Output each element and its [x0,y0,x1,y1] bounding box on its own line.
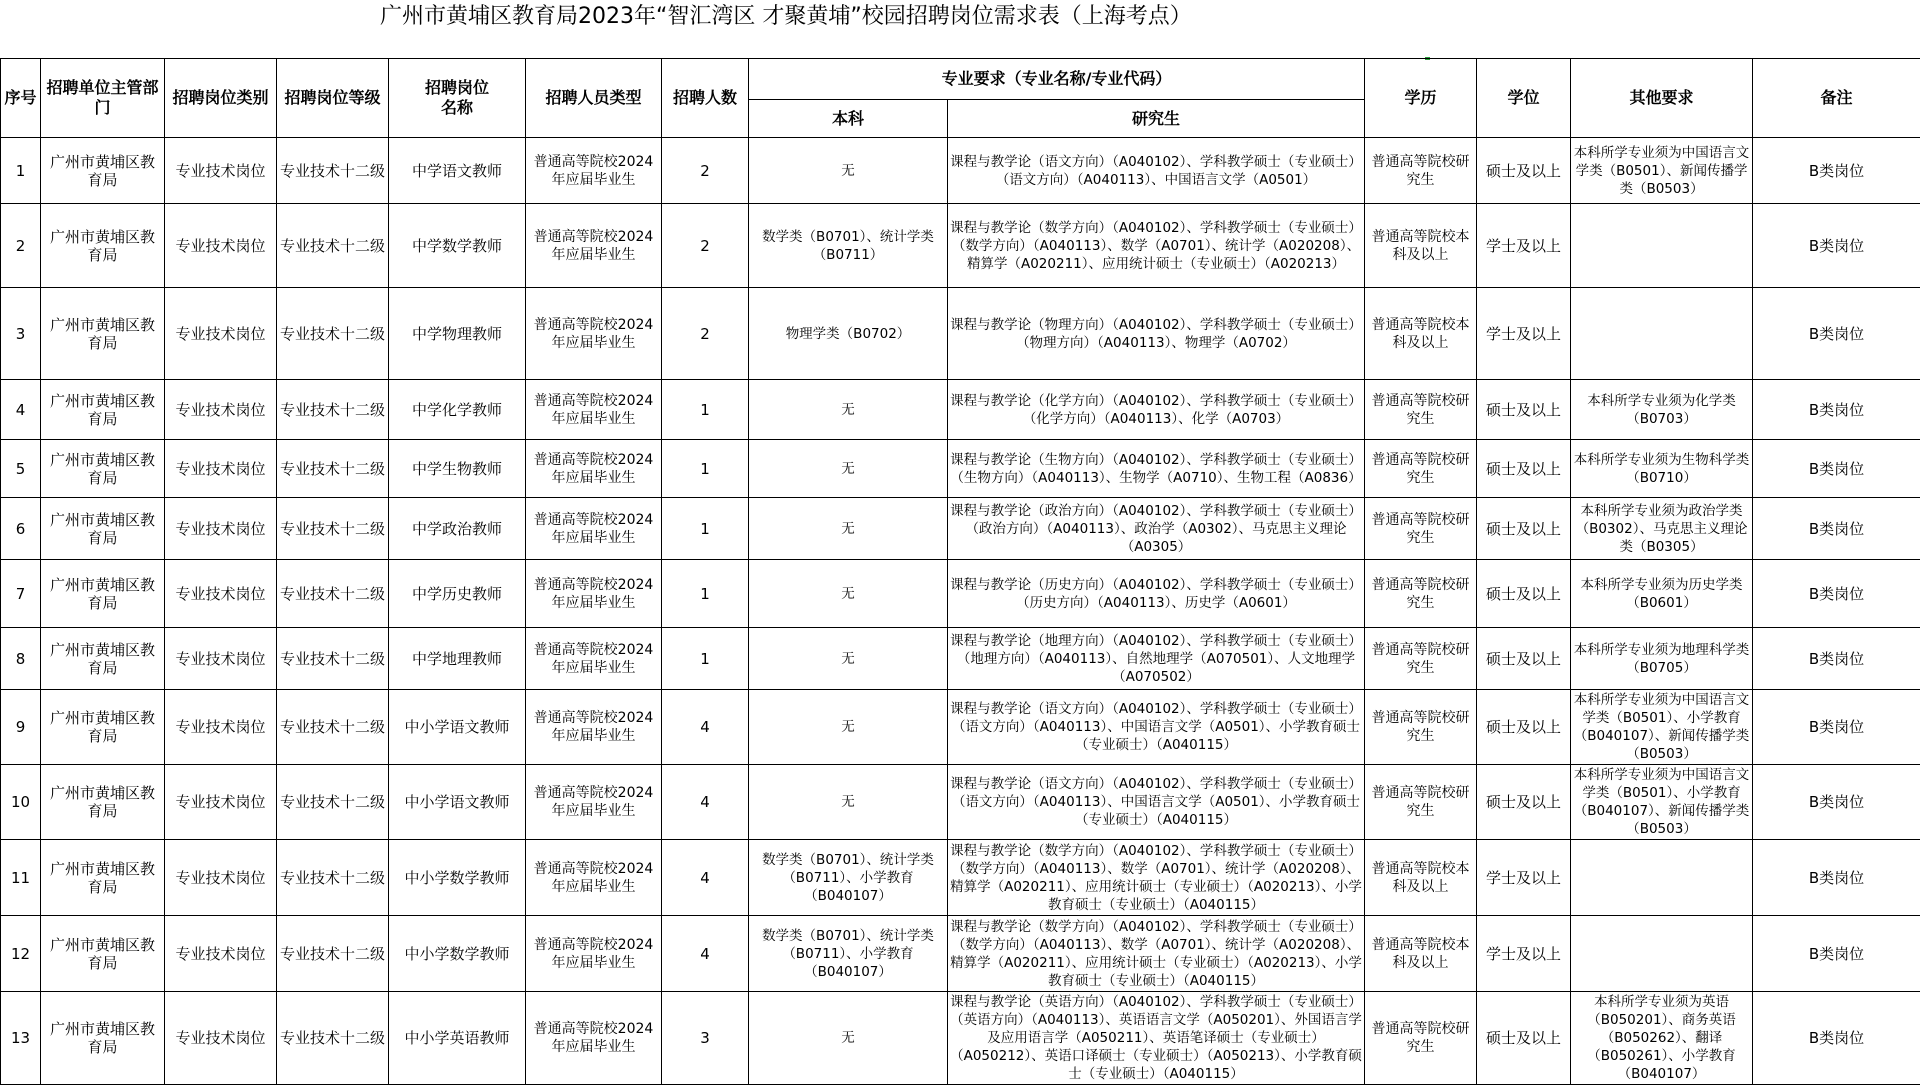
cell-education: 普通高等院校研究生 [1365,690,1477,765]
cell-dept: 广州市黄埔区教育局 [41,916,165,992]
cell-education: 普通高等院校研究生 [1365,138,1477,204]
cell-count: 1 [662,380,749,440]
cell-candidate: 普通高等院校2024年应届毕业生 [526,440,662,498]
header-other: 其他要求 [1571,59,1753,138]
table-row [1,992,1920,1085]
header-undergrad: 本科 [749,100,948,138]
cell-remark: B类岗位 [1753,204,1920,288]
cell-degree: 硕士及以上 [1477,765,1571,840]
table-row [1,288,1920,380]
page-title: 广州市黄埔区教育局2023年“智汇湾区 才聚黄埔”校园招聘岗位需求表（上海考点） [380,2,1192,32]
cell-seq: 7 [1,560,41,628]
cell-dept: 广州市黄埔区教育局 [41,380,165,440]
cell-level: 专业技术十二级 [277,380,389,440]
cell-category: 专业技术岗位 [165,840,277,916]
cell-category: 专业技术岗位 [165,380,277,440]
cell-degree: 学士及以上 [1477,916,1571,992]
cell-category: 专业技术岗位 [165,690,277,765]
table-row [1,840,1920,916]
cell-count: 4 [662,916,749,992]
cell-other: 本科所学专业须为政治学类（B0302）、马克思主义理论类（B0305） [1571,498,1753,560]
cell-other: 本科所学专业须为化学类（B0703） [1571,380,1753,440]
cell-position: 中学化学教师 [389,380,526,440]
cell-education: 普通高等院校研究生 [1365,628,1477,690]
cell-category: 专业技术岗位 [165,440,277,498]
cell-level: 专业技术十二级 [277,690,389,765]
cell-undergrad: 数学类（B0701）、统计学类（B0711） [749,204,948,288]
cell-seq: 8 [1,628,41,690]
cell-dept: 广州市黄埔区教育局 [41,498,165,560]
header-graduate: 研究生 [948,100,1365,138]
cell-position: 中学地理教师 [389,628,526,690]
cell-category: 专业技术岗位 [165,560,277,628]
cell-education: 普通高等院校本科及以上 [1365,204,1477,288]
cell-undergrad: 无 [749,138,948,204]
cell-education: 普通高等院校本科及以上 [1365,840,1477,916]
cell-seq: 11 [1,840,41,916]
cell-candidate: 普通高等院校2024年应届毕业生 [526,560,662,628]
cell-other [1571,916,1753,992]
cell-remark: B类岗位 [1753,840,1920,916]
cell-undergrad: 无 [749,380,948,440]
cell-seq: 5 [1,440,41,498]
table-row [1,628,1920,690]
cell-count: 1 [662,498,749,560]
cell-candidate: 普通高等院校2024年应届毕业生 [526,138,662,204]
cell-count: 2 [662,288,749,380]
cell-degree: 硕士及以上 [1477,628,1571,690]
cell-category: 专业技术岗位 [165,498,277,560]
header-degree: 学位 [1477,59,1571,138]
header-level: 招聘岗位等级 [277,59,389,138]
cell-undergrad: 无 [749,628,948,690]
cell-count: 4 [662,690,749,765]
cell-position: 中小学语文教师 [389,690,526,765]
cell-seq: 12 [1,916,41,992]
cell-dept: 广州市黄埔区教育局 [41,204,165,288]
cell-candidate: 普通高等院校2024年应届毕业生 [526,690,662,765]
cell-other [1571,204,1753,288]
cell-graduate: 课程与教学论（数学方向）（A040102）、学科教学硕士（专业硕士）（数学方向）（A040113）、数学（A0701）、统计学（A020208）、精算学（A020211）、应用统计硕士（专业硕士）（A020213） [948,204,1365,288]
cell-remark: B类岗位 [1753,560,1920,628]
header-major: 专业要求（专业名称/专业代码） [749,59,1365,100]
cell-graduate: 课程与教学论（物理方向）（A040102）、学科教学硕士（专业硕士）（物理方向）（A040113）、物理学（A0702） [948,288,1365,380]
cell-level: 专业技术十二级 [277,204,389,288]
cell-education: 普通高等院校研究生 [1365,765,1477,840]
cell-category: 专业技术岗位 [165,138,277,204]
cell-category: 专业技术岗位 [165,288,277,380]
cell-undergrad: 无 [749,560,948,628]
cell-category: 专业技术岗位 [165,204,277,288]
cell-education: 普通高等院校本科及以上 [1365,288,1477,380]
table-row [1,560,1920,628]
cell-seq: 3 [1,288,41,380]
cell-education: 普通高等院校研究生 [1365,380,1477,440]
cell-level: 专业技术十二级 [277,288,389,380]
cell-level: 专业技术十二级 [277,840,389,916]
cell-graduate: 课程与教学论（化学方向）（A040102）、学科教学硕士（专业硕士）（化学方向）（A040113）、化学（A0703） [948,380,1365,440]
cell-graduate: 课程与教学论（语文方向）（A040102）、学科教学硕士（专业硕士）（语文方向）（A040113）、中国语言文学（A0501）、小学教育硕士（专业硕士）（A040115） [948,690,1365,765]
header-education: 学历 [1365,59,1477,138]
cell-remark: B类岗位 [1753,690,1920,765]
cell-undergrad: 无 [749,992,948,1085]
cell-candidate: 普通高等院校2024年应届毕业生 [526,916,662,992]
cell-level: 专业技术十二级 [277,628,389,690]
cell-candidate: 普通高等院校2024年应届毕业生 [526,288,662,380]
cell-level: 专业技术十二级 [277,138,389,204]
cell-education: 普通高等院校本科及以上 [1365,916,1477,992]
cell-graduate: 课程与教学论（数学方向）（A040102）、学科教学硕士（专业硕士）（数学方向）（A040113）、数学（A0701）、统计学（A020208）、精算学（A020211）、应用统计硕士（专业硕士）（A020213）、小学教育硕士（专业硕士）（A040115） [948,840,1365,916]
recruitment-table [0,58,1920,1085]
cell-seq: 6 [1,498,41,560]
cell-degree: 硕士及以上 [1477,992,1571,1085]
cell-undergrad: 数学类（B0701）、统计学类（B0711）、小学教育（B040107） [749,840,948,916]
cell-position: 中学物理教师 [389,288,526,380]
cell-degree: 硕士及以上 [1477,380,1571,440]
cell-degree: 学士及以上 [1477,204,1571,288]
cell-graduate: 课程与教学论（语文方向）（A040102）、学科教学硕士（专业硕士）（语文方向）（A040113）、中国语言文学（A0501）、小学教育硕士（专业硕士）（A040115） [948,765,1365,840]
cell-graduate: 课程与教学论（语文方向）（A040102）、学科教学硕士（专业硕士）（语文方向）（A040113）、中国语言文学（A0501） [948,138,1365,204]
cell-level: 专业技术十二级 [277,765,389,840]
cell-graduate: 课程与教学论（生物方向）（A040102）、学科教学硕士（专业硕士）（生物方向）（A040113）、生物学（A0710）、生物工程（A0836） [948,440,1365,498]
cell-undergrad: 无 [749,765,948,840]
cell-count: 2 [662,138,749,204]
cell-undergrad: 无 [749,498,948,560]
cell-dept: 广州市黄埔区教育局 [41,765,165,840]
header-position-text: 招聘岗位名称 [422,78,492,118]
cell-count: 4 [662,840,749,916]
cell-count: 4 [662,765,749,840]
cell-category: 专业技术岗位 [165,628,277,690]
cell-level: 专业技术十二级 [277,498,389,560]
cell-seq: 9 [1,690,41,765]
cell-dept: 广州市黄埔区教育局 [41,440,165,498]
cell-dept: 广州市黄埔区教育局 [41,992,165,1085]
cell-other [1571,288,1753,380]
cell-remark: B类岗位 [1753,498,1920,560]
cell-remark: B类岗位 [1753,288,1920,380]
cell-candidate: 普通高等院校2024年应届毕业生 [526,380,662,440]
cell-dept: 广州市黄埔区教育局 [41,840,165,916]
cell-degree: 硕士及以上 [1477,440,1571,498]
cell-graduate: 课程与教学论（数学方向）（A040102）、学科教学硕士（专业硕士）（数学方向）（A040113）、数学（A0701）、统计学（A020208）、精算学（A020211）、应用统计硕士（专业硕士）（A020213）、小学教育硕士（专业硕士）（A040115） [948,916,1365,992]
cell-position: 中小学语文教师 [389,765,526,840]
cell-position: 中小学数学教师 [389,916,526,992]
cell-level: 专业技术十二级 [277,560,389,628]
cell-graduate: 课程与教学论（历史方向）（A040102）、学科教学硕士（专业硕士）（历史方向）（A040113）、历史学（A0601） [948,560,1365,628]
cell-other: 本科所学专业须为中国语言文学类（B0501）、新闻传播学类（B0503） [1571,138,1753,204]
cell-count: 1 [662,560,749,628]
cell-degree: 硕士及以上 [1477,498,1571,560]
header-position [389,59,526,138]
header-category: 招聘岗位类别 [165,59,277,138]
cell-seq: 10 [1,765,41,840]
cell-other: 本科所学专业须为生物科学类（B0710） [1571,440,1753,498]
cell-undergrad: 无 [749,690,948,765]
table-row [1,440,1920,498]
cell-other: 本科所学专业须为地理科学类（B0705） [1571,628,1753,690]
cell-count: 2 [662,204,749,288]
cell-position: 中学政治教师 [389,498,526,560]
cell-candidate: 普通高等院校2024年应届毕业生 [526,992,662,1085]
table-row [1,916,1920,992]
cell-position: 中学语文教师 [389,138,526,204]
cell-dept: 广州市黄埔区教育局 [41,690,165,765]
header-count: 招聘人数 [662,59,749,138]
cell-candidate: 普通高等院校2024年应届毕业生 [526,204,662,288]
cell-remark: B类岗位 [1753,138,1920,204]
cell-graduate: 课程与教学论（英语方向）（A040102）、学科教学硕士（专业硕士）（英语方向）（A040113）、英语语言文学（A050201）、外国语言学及应用语言学（A050211）、英语笔译硕士（专业硕士）（A050212）、英语口译硕士（专业硕士）（A050213）、小学教育硕士（专业硕士）（A040115） [948,992,1365,1085]
cell-undergrad: 物理学类（B0702） [749,288,948,380]
table-row [1,204,1920,288]
cell-education: 普通高等院校研究生 [1365,498,1477,560]
table-body [1,138,1920,1085]
table-row [1,498,1920,560]
cell-position: 中小学数学教师 [389,840,526,916]
cell-other: 本科所学专业须为中国语言文学类（B0501）、小学教育（B040107）、新闻传播学类（B0503） [1571,690,1753,765]
cell-seq: 1 [1,138,41,204]
cell-position: 中学数学教师 [389,204,526,288]
table-row [1,380,1920,440]
cell-remark: B类岗位 [1753,628,1920,690]
cell-position: 中小学英语教师 [389,992,526,1085]
cell-education: 普通高等院校研究生 [1365,560,1477,628]
cell-dept: 广州市黄埔区教育局 [41,560,165,628]
cell-other: 本科所学专业须为中国语言文学类（B0501）、小学教育（B040107）、新闻传播学类（B0503） [1571,765,1753,840]
cell-undergrad: 数学类（B0701）、统计学类（B0711）、小学教育（B040107） [749,916,948,992]
cell-candidate: 普通高等院校2024年应届毕业生 [526,840,662,916]
cell-count: 3 [662,992,749,1085]
cell-level: 专业技术十二级 [277,992,389,1085]
cell-level: 专业技术十二级 [277,916,389,992]
cell-education: 普通高等院校研究生 [1365,440,1477,498]
cell-category: 专业技术岗位 [165,765,277,840]
cell-candidate: 普通高等院校2024年应届毕业生 [526,498,662,560]
cell-count: 1 [662,628,749,690]
cell-position: 中学历史教师 [389,560,526,628]
cell-other: 本科所学专业须为历史学类（B0601） [1571,560,1753,628]
cell-candidate: 普通高等院校2024年应届毕业生 [526,765,662,840]
cell-dept: 广州市黄埔区教育局 [41,288,165,380]
cell-remark: B类岗位 [1753,440,1920,498]
cell-degree: 硕士及以上 [1477,138,1571,204]
cell-dept: 广州市黄埔区教育局 [41,138,165,204]
cell-other: 本科所学专业须为英语（B050201）、商务英语（B050262）、翻译（B050261）、小学教育（B040107） [1571,992,1753,1085]
header-candidate: 招聘人员类型 [526,59,662,138]
cell-undergrad: 无 [749,440,948,498]
cell-remark: B类岗位 [1753,992,1920,1085]
cell-degree: 学士及以上 [1477,840,1571,916]
table-row [1,765,1920,840]
cell-education: 普通高等院校研究生 [1365,992,1477,1085]
cell-graduate: 课程与教学论（地理方向）（A040102）、学科教学硕士（专业硕士）（地理方向）（A040113）、自然地理学（A070501）、人文地理学（A070502） [948,628,1365,690]
header-seq: 序号 [1,59,41,138]
cell-level: 专业技术十二级 [277,440,389,498]
table-row [1,690,1920,765]
cell-count: 1 [662,440,749,498]
cell-category: 专业技术岗位 [165,916,277,992]
cell-other [1571,840,1753,916]
cell-dept: 广州市黄埔区教育局 [41,628,165,690]
cell-degree: 学士及以上 [1477,288,1571,380]
cell-seq: 2 [1,204,41,288]
cell-seq: 4 [1,380,41,440]
cell-seq: 13 [1,992,41,1085]
cell-candidate: 普通高等院校2024年应届毕业生 [526,628,662,690]
cell-graduate: 课程与教学论（政治方向）（A040102）、学科教学硕士（专业硕士）（政治方向）（A040113）、政治学（A0302）、马克思主义理论（A0305） [948,498,1365,560]
cell-degree: 硕士及以上 [1477,690,1571,765]
cell-remark: B类岗位 [1753,765,1920,840]
header-remark: 备注 [1753,59,1920,138]
cell-degree: 硕士及以上 [1477,560,1571,628]
header-dept: 招聘单位主管部门 [41,59,165,138]
cell-remark: B类岗位 [1753,380,1920,440]
cell-category: 专业技术岗位 [165,992,277,1085]
cell-position: 中学生物教师 [389,440,526,498]
title-bar [0,0,1920,59]
cell-remark: B类岗位 [1753,916,1920,992]
table-row [1,138,1920,204]
table-header [1,59,1920,138]
